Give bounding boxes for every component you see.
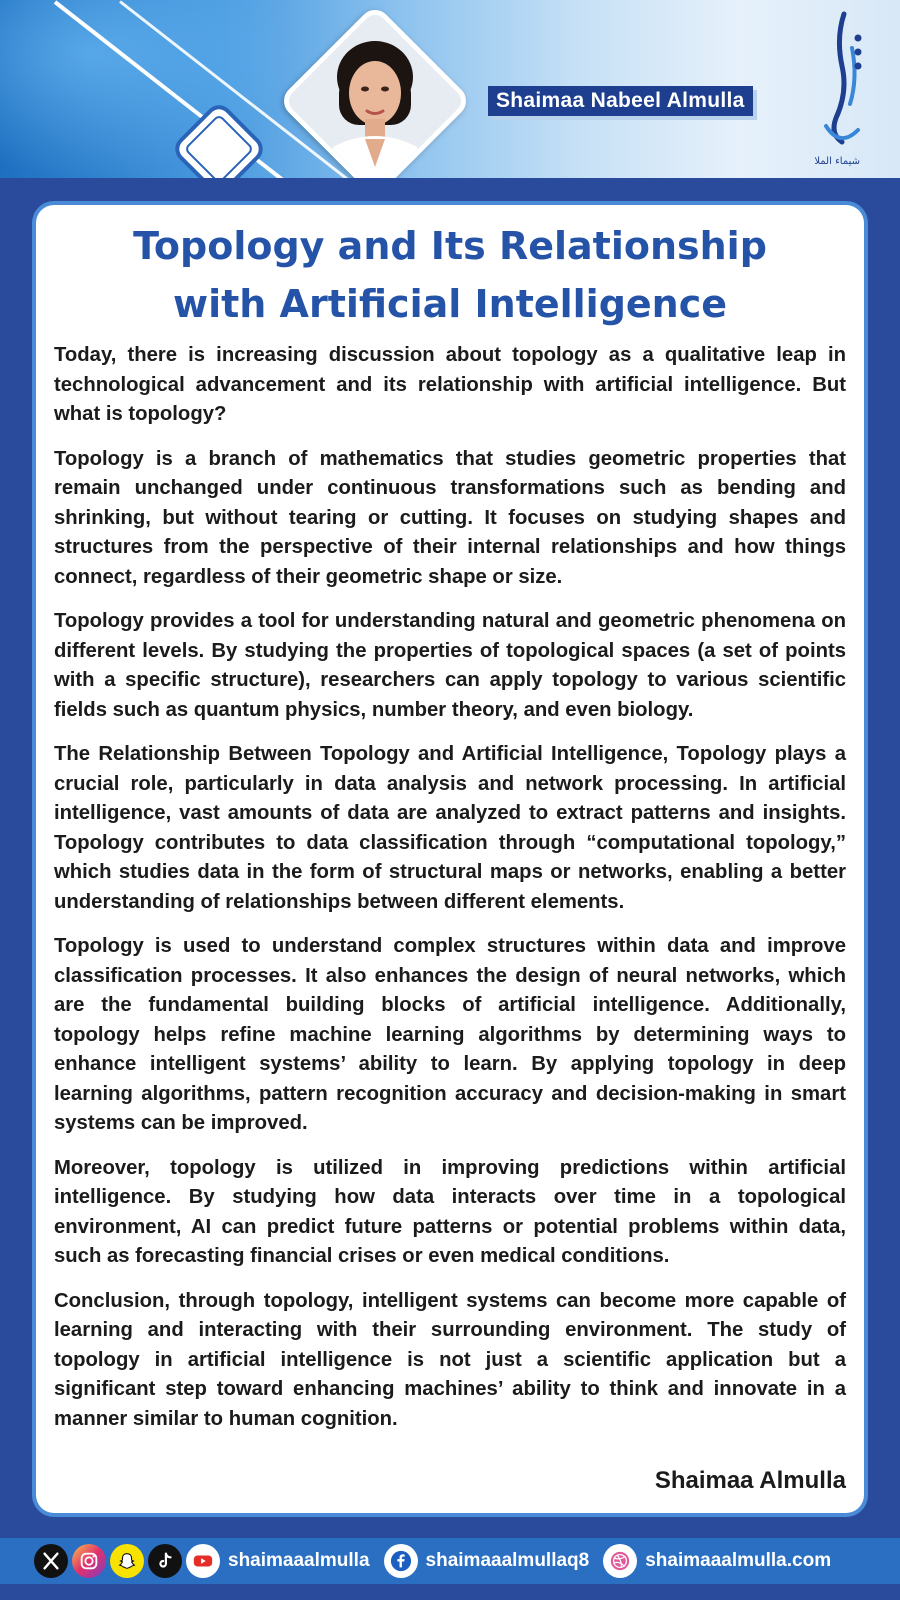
paragraph-2: Topology is a branch of mathematics that studies geometric properties that remain unchanged under continuous transformations such as bending and shrinking, but without tearing or cutting. It focuses on studying shapes and structures from the perspective of their internal relationships and how things connect, regardless of their geometric shape or size. bbox=[54, 447, 846, 588]
author-name-plate: Shaimaa Nabeel Almulla bbox=[488, 86, 753, 116]
paragraph-7: Conclusion, through topology, intelligent systems can become more capable of learning and interacting with their surrounding environment. The study of topology in artificial intelligence is not just a scientific application but a significant step toward enhancing machines’ ability to think and innovate in a manner similar to human cognition. bbox=[54, 1289, 846, 1430]
article-title-line-2: with Artificial Intelligence bbox=[172, 282, 728, 326]
social-footer bbox=[0, 1538, 900, 1584]
social-icons bbox=[34, 1544, 220, 1578]
author-portrait bbox=[277, 3, 472, 178]
tiktok-icon[interactable] bbox=[148, 1544, 182, 1578]
x-icon[interactable] bbox=[34, 1544, 68, 1578]
instagram-icon[interactable] bbox=[72, 1544, 106, 1578]
snapchat-icon[interactable] bbox=[110, 1544, 144, 1578]
article-title bbox=[36, 217, 864, 333]
social-handle-facebook[interactable]: shaimaaalmullaq8 bbox=[425, 1550, 590, 1571]
youtube-icon[interactable] bbox=[186, 1544, 220, 1578]
article-title-line-1: Topology and Its Relationship bbox=[133, 224, 767, 268]
article-card bbox=[36, 205, 864, 1513]
article-body bbox=[54, 341, 846, 1449]
paragraph-4: The Relationship Between Topology and Artificial Intelligence, Topology plays a crucial role, particularly in data analysis and network processing. In artificial intelligence, vast amounts of data are analyzed to extract patterns and insights. Topology contributes to data classification through “computational topology,” which studies data in the form of structural maps or networks, enabling a better understanding of relationships between different elements. bbox=[54, 743, 846, 913]
paragraph-6: Moreover, topology is utilized in improving predictions within artificial intelligence. By studying how data interacts over time in a topological environment, AI can predict future patterns or potential problems within data, such as forecasting financial crises or even medical conditions. bbox=[54, 1156, 846, 1267]
facebook-icon[interactable] bbox=[384, 1544, 418, 1578]
paragraph-3: Topology provides a tool for understanding natural and geometric phenomena on different levels. By studying the properties of topological spaces (a set of points with a specific structure), researchers can apply topology to various scientific fields such as quantum physics, number theory, and even biology. bbox=[54, 610, 846, 721]
website-link[interactable]: shaimaaalmulla.com bbox=[645, 1550, 832, 1571]
author-signature: Shaimaa Almulla bbox=[654, 1467, 846, 1494]
portrait-illustration bbox=[281, 7, 469, 178]
logo-caption: شيماء الملا bbox=[814, 156, 860, 167]
dribbble-globe-icon[interactable] bbox=[603, 1544, 637, 1578]
paragraph-5: Topology is used to understand complex structures within data and improve classification processes. It also enhances the design of neural networks, which are the fundamental building blocks of artificial intelligence. Additionally, topology helps refine machine learning algorithms by determining ways to enhance intelligent systems’ ability to learn. By applying topology in deep learning algorithms, pattern recognition accuracy and decision-making in smart systems can be improved. bbox=[54, 935, 846, 1134]
social-handle-main[interactable]: shaimaaalmulla bbox=[228, 1550, 370, 1571]
header-banner bbox=[0, 0, 900, 178]
calligraphy-logo-icon bbox=[814, 8, 870, 168]
paragraph-1: Today, there is increasing discussion about topology as a qualitative leap in technological advancement and its relationship with artificial intelligence. But what is topology? bbox=[54, 344, 846, 425]
